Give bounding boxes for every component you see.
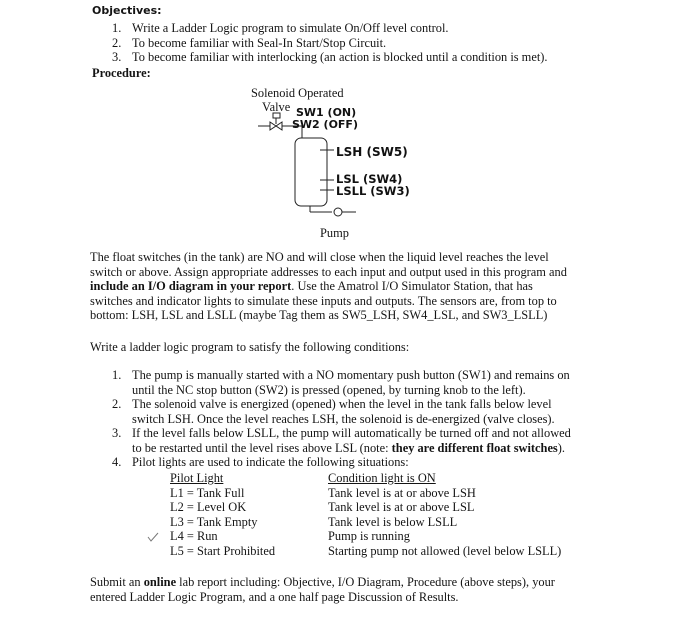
valve-label: Valve — [262, 100, 291, 114]
objectives-list — [112, 21, 672, 65]
hw-sw2: SW2 (OFF) — [292, 118, 358, 131]
intro-line: include an I/O diagram in your report. Use the Amatrol I/O Simulator Station, that has — [90, 279, 533, 293]
procedure-heading: Procedure: — [92, 66, 151, 80]
pilot-row: L5 = Start Prohibited Starting pump not allowed (level below LSLL) — [170, 543, 562, 558]
tank — [295, 138, 327, 206]
intro-line: switch or above. Assign appropriate addresses to each input and output used in this program and — [90, 264, 567, 279]
pilot-row: L4 = Run Pump is running — [170, 529, 410, 543]
submit-line: Submit an online lab report including: Objective, I/O Diagram, Procedure (above steps), your — [90, 575, 555, 589]
hw-sw1: SW1 (ON) — [296, 106, 357, 119]
condition-item: 2. The solenoid valve is energized (opened) when the level in the tank falls below level switch LSH. Once the level reaches LSH, the solenoid is de-energized (valve closes). — [112, 397, 555, 426]
conditions-list — [112, 368, 612, 470]
pump-symbol — [334, 208, 342, 216]
submit-line: entered Ladder Logic Program, and a one half page Discussion of Results. — [90, 589, 459, 604]
pump-label: Pump — [320, 226, 349, 240]
submit-paragraph — [90, 575, 630, 604]
pilot-row: L2 = Level OK Tank level is at or above LSL — [170, 500, 475, 514]
solenoid-coil — [273, 113, 280, 118]
check-mark-icon — [146, 531, 160, 543]
objective-item: 2. To become familiar with Seal-In Start/Stop Circuit. — [112, 35, 387, 50]
intro-paragraph — [90, 250, 610, 323]
condition-item: 4. Pilot lights are used to indicate the following situations: — [112, 455, 409, 469]
hw-lsh: LSH (SW5) — [336, 145, 408, 159]
intro-line: The float switches (in the tank) are NO and will close when the liquid level reaches the level — [90, 250, 549, 264]
pilot-row: L1 = Tank Full Tank level is at or above LSH — [170, 485, 476, 500]
condition-item: 3. If the level falls below LSLL, the pump will automatically be turned off and not allowed to be restarted until the level rises above LSL (note: they are different float switches). — [112, 426, 571, 455]
objectives-heading: Objectives: — [92, 4, 162, 17]
solenoid-label: Solenoid Operated — [251, 86, 344, 100]
pilot-header-left: Pilot Light — [170, 471, 224, 485]
pilot-table-header — [170, 471, 610, 486]
intro-line: bottom: LSH, LSL and LSLL (maybe Tag them as SW5_LSH, SW4_LSL, and SW3_LSLL) — [90, 308, 548, 322]
pilot-row: L3 = Tank Empty Tank level is below LSLL — [170, 514, 458, 529]
intro-line: switches and indicator lights to simulate these inputs and outputs. The sensors are, from top to — [90, 293, 557, 308]
objective-item: 3. To become familiar with interlocking (an action is blocked until a condition is met). — [112, 50, 548, 64]
conditions-heading: Write a ladder logic program to satisfy the following conditions: — [90, 340, 410, 354]
pilot-header-right: Condition light is ON — [328, 471, 436, 485]
objective-item: 1. Write a Ladder Logic program to simulate On/Off level control. — [112, 21, 449, 35]
hw-lsl: LSL (SW4) — [336, 172, 403, 186]
condition-item: 1. The pump is manually started with a NO momentary push button (SW1) and remains on until the NC stop button (SW2) is pressed (opened, by turning knob to the left). — [112, 368, 570, 397]
pilot-table — [170, 471, 610, 558]
hw-lsll: LSLL (SW3) — [336, 184, 410, 198]
